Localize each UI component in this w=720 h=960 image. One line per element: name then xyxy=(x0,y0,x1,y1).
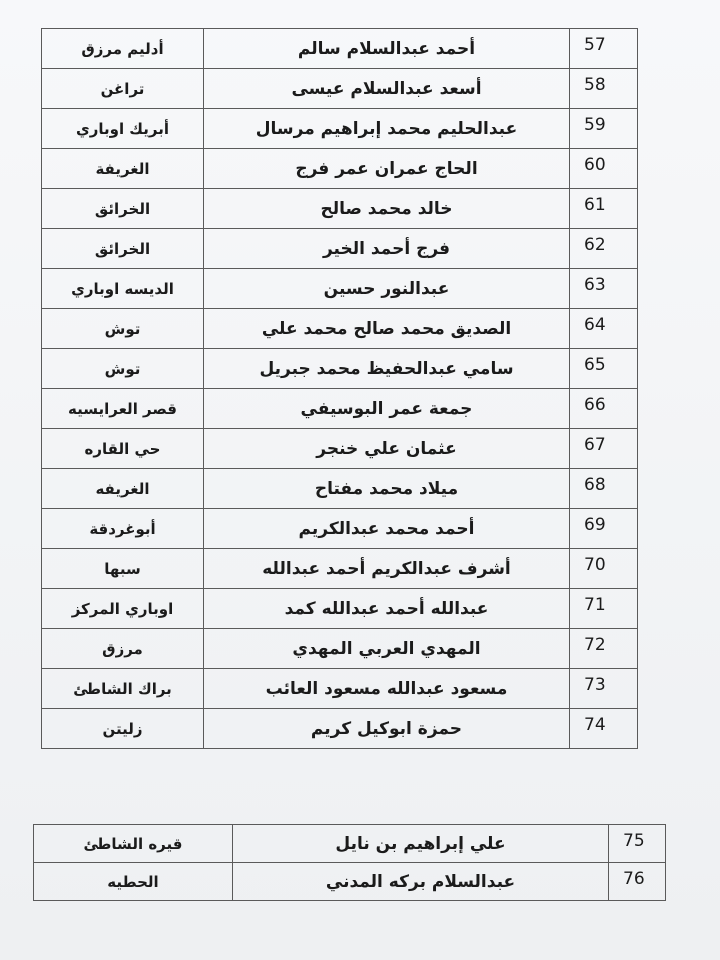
row-number: 58 xyxy=(570,69,638,109)
table-row xyxy=(42,69,638,109)
table-row xyxy=(42,469,638,509)
row-number: 64 xyxy=(570,309,638,349)
person-name: أحمد عبدالسلام سالم xyxy=(204,29,570,69)
location: الحطيه xyxy=(34,863,233,901)
location: الخرائق xyxy=(42,229,204,269)
location: أبوغردقة xyxy=(42,509,204,549)
person-name: حمزة ابوكيل كريم xyxy=(204,709,570,749)
location: الديسه اوباري xyxy=(42,269,204,309)
location: براك الشاطئ xyxy=(42,669,204,709)
table-row xyxy=(42,509,638,549)
table-row xyxy=(42,309,638,349)
location: الغريفة xyxy=(42,149,204,189)
row-number: 57 xyxy=(570,29,638,69)
person-name: سامي عبدالحفيظ محمد جبريل xyxy=(204,349,570,389)
row-number: 72 xyxy=(570,629,638,669)
table-row xyxy=(42,629,638,669)
person-name: أسعد عبدالسلام عيسى xyxy=(204,69,570,109)
person-name: خالد محمد صالح xyxy=(204,189,570,229)
row-number: 74 xyxy=(570,709,638,749)
person-name: أشرف عبدالكريم أحمد عبدالله xyxy=(204,549,570,589)
table-row xyxy=(42,709,638,749)
row-number: 71 xyxy=(570,589,638,629)
table-row xyxy=(42,349,638,389)
table-row xyxy=(42,429,638,469)
person-name: المهدي العربي المهدي xyxy=(204,629,570,669)
table-row xyxy=(42,269,638,309)
person-name: فرج أحمد الخير xyxy=(204,229,570,269)
location: أبريك اوباري xyxy=(42,109,204,149)
table-row xyxy=(42,29,638,69)
location: سبها xyxy=(42,549,204,589)
person-name: مسعود عبدالله مسعود العائب xyxy=(204,669,570,709)
row-number: 76 xyxy=(609,863,666,901)
row-number: 62 xyxy=(570,229,638,269)
location: زليتن xyxy=(42,709,204,749)
row-number: 75 xyxy=(609,825,666,863)
location: الغريفه xyxy=(42,469,204,509)
person-name: عبدالنور حسين xyxy=(204,269,570,309)
table-row xyxy=(42,589,638,629)
table-row xyxy=(42,549,638,589)
table-row xyxy=(34,863,666,901)
row-number: 66 xyxy=(570,389,638,429)
person-name: جمعة عمر البوسيفي xyxy=(204,389,570,429)
row-number: 60 xyxy=(570,149,638,189)
row-number: 68 xyxy=(570,469,638,509)
person-name: عبدالله أحمد عبدالله كمد xyxy=(204,589,570,629)
location: الخرائق xyxy=(42,189,204,229)
person-name: الحاج عمران عمر فرج xyxy=(204,149,570,189)
roster-table-continued-body xyxy=(34,825,666,901)
person-name: عبدالسلام بركه المدني xyxy=(233,863,609,901)
row-number: 73 xyxy=(570,669,638,709)
table-row xyxy=(42,109,638,149)
location: توش xyxy=(42,349,204,389)
person-name: علي إبراهيم بن نايل xyxy=(233,825,609,863)
location: قصر العرايسيه xyxy=(42,389,204,429)
table-row xyxy=(42,189,638,229)
location: مرزق xyxy=(42,629,204,669)
location: اوباري المركز xyxy=(42,589,204,629)
table-row xyxy=(34,825,666,863)
table-row xyxy=(42,389,638,429)
row-number: 61 xyxy=(570,189,638,229)
row-number: 63 xyxy=(570,269,638,309)
location: أدليم مرزق xyxy=(42,29,204,69)
roster-table-continued xyxy=(33,824,666,901)
person-name: عبدالحليم محمد إبراهيم مرسال xyxy=(204,109,570,149)
row-number: 59 xyxy=(570,109,638,149)
row-number: 70 xyxy=(570,549,638,589)
roster-table-body xyxy=(42,29,638,749)
location: توش xyxy=(42,309,204,349)
person-name: ميلاد محمد مفتاح xyxy=(204,469,570,509)
person-name: أحمد محمد عبدالكريم xyxy=(204,509,570,549)
person-name: الصديق محمد صالح محمد علي xyxy=(204,309,570,349)
location: تراغن xyxy=(42,69,204,109)
table-row xyxy=(42,149,638,189)
row-number: 69 xyxy=(570,509,638,549)
row-number: 65 xyxy=(570,349,638,389)
location: حي القاره xyxy=(42,429,204,469)
location: قيره الشاطئ xyxy=(34,825,233,863)
table-row xyxy=(42,669,638,709)
roster-table xyxy=(41,28,638,749)
table-row xyxy=(42,229,638,269)
row-number: 67 xyxy=(570,429,638,469)
person-name: عثمان علي خنجر xyxy=(204,429,570,469)
